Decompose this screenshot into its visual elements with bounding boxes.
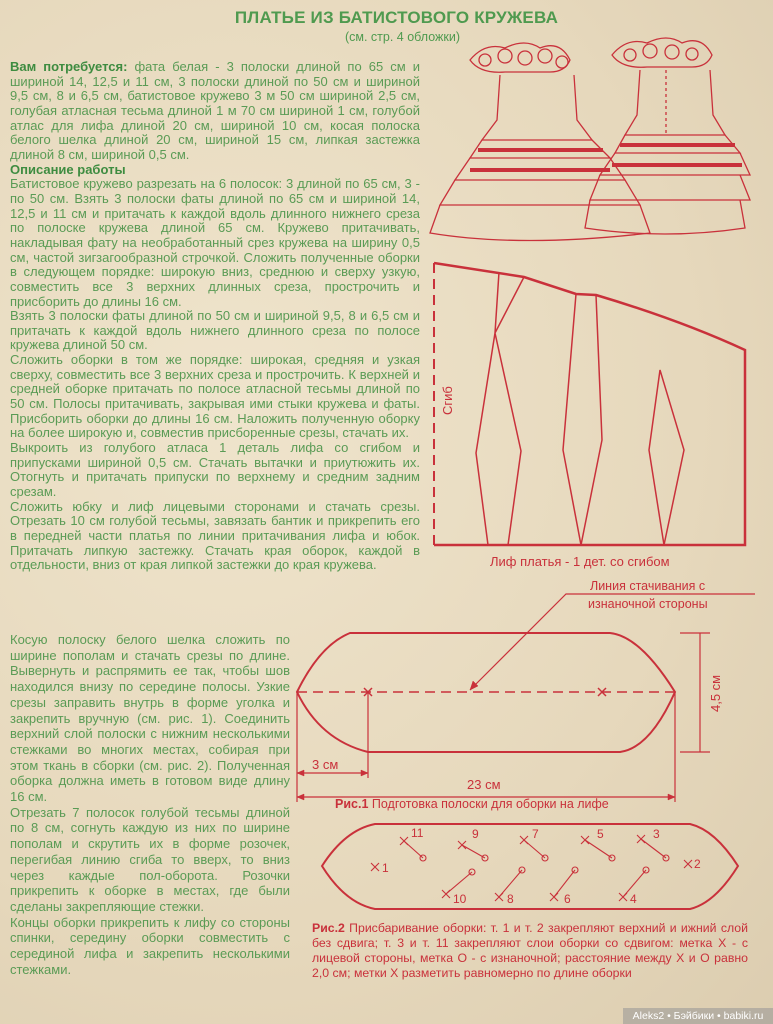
stitch-mark-11 bbox=[400, 837, 426, 861]
height-label: 4,5 см bbox=[708, 674, 723, 712]
point-label: 11 bbox=[411, 826, 424, 840]
page-subtitle: (см. стр. 4 обложки) bbox=[344, 30, 460, 44]
caption-text: Присбаривание оборки: т. 1 и т. 2 закрепляют верхний и ижний слой без сдвига; т. 3 и т. 11 закрепляют слои оборки со сдвигом: метка Х - с лицевой стороны, метка О - с изнаночной; расстояние между Х и О равно 2,0 см; метки Х разметить равномерно по длине оборки bbox=[312, 921, 748, 980]
figure-2-point-labels bbox=[382, 826, 701, 906]
dart-3 bbox=[649, 370, 684, 545]
bodice-caption: Лиф платья - 1 дет. со сгибом bbox=[490, 554, 670, 569]
point-label: 6 bbox=[564, 892, 571, 906]
seam-label-line1: Линия стачивания с bbox=[590, 579, 706, 593]
paragraph: Взять 3 полоски фаты длиной по 50 см и шириной 9,5, 8 и 6,5 см и притачать к каждой вдоль нижнего длинного среза по полосе кружева длиной 50 см. bbox=[10, 308, 420, 353]
description-heading: Описание работы bbox=[10, 161, 126, 177]
watermark: Aleks2 • Бэйбики • babiki.ru bbox=[623, 1008, 773, 1024]
seam-label-line2: изнаночной стороны bbox=[588, 597, 708, 611]
corner-label: 3 см bbox=[312, 757, 339, 772]
paragraph: Отрезать 7 полосок голубой тесьмы длиной по 8 см, согнуть каждую из них по ширине пополам и скрутить их в форме розочек, перегибая линию сгиба то вверх, то вниз через каждые пол-оборота. Розочки прикрепить к оборке в местах, где были сделаны закрепляющие стежки. bbox=[10, 804, 290, 914]
figure-1-strip bbox=[297, 594, 755, 802]
fold-label: Сгиб bbox=[440, 386, 455, 415]
figure-2-caption bbox=[312, 921, 748, 981]
paragraph: Сложить юбку и лиф лицевыми сторонами и стачать срезы. Отрезать 10 см голубой тесьмы, завязать бантик и прикрепить его в передней части платья по линии притачивания лифа и юбок. Притачать липкую застежку. Стачать края оборок, каждой в отдельности, вниз от края липкой застежки до края кружева. bbox=[10, 498, 420, 573]
dart-2 bbox=[563, 294, 602, 545]
point-label: 1 bbox=[382, 861, 389, 875]
point-label: 4 bbox=[630, 892, 637, 906]
caption-text: Подготовка полоски для оборки на лифе bbox=[368, 797, 609, 811]
figure-1-caption bbox=[335, 797, 609, 811]
point-label: 8 bbox=[507, 892, 514, 906]
shift-line bbox=[641, 839, 666, 858]
shift-line bbox=[524, 840, 545, 858]
point-label: 9 bbox=[472, 827, 479, 841]
stitch-mark-1 bbox=[371, 863, 379, 871]
stitch-mark-2 bbox=[684, 860, 692, 868]
point-label: 10 bbox=[453, 892, 467, 906]
paragraph: Косую полоску белого шелка сложить по ширине пополам и стачать срезы по длине. Вывернуть и распрямить ее так, чтобы шов находился внизу по середине полосы. Узкие срезы заправить внутрь в форме уголка и закрепить вручную (см. рис. 1). Соединить верхний слой полоски с нижним несколькими стежками во многих местах, собирая при этом ткань в сборки (см. рис. 2). Полученная оборка должна иметь в готовом виде длину 16 см. bbox=[10, 632, 290, 805]
paragraph: Концы оборки прикрепить к лифу со стороны спинки, середину оборки совместить с серединой лифа и закрепить несколькими стежками. bbox=[10, 914, 290, 977]
stitch-mark-9 bbox=[458, 841, 488, 861]
dress-front-illustration bbox=[430, 43, 650, 241]
paragraph: Сложить оборки в том же порядке: широкая, средняя и узкая сверху, совместить все 3 верхних среза и прострочить. К верхней и средней оборке притачать по полосе атласной тесьмы длиной по 50 см. Полосы притачивать, закрывая ими стыки кружева и фаты. Присборить оборки до длины 16 см. Наложить полученную оборку на более широкую и, совместив присборенные срезы, стачать их. bbox=[10, 352, 420, 441]
shift-line bbox=[404, 841, 423, 858]
dart-1 bbox=[476, 272, 524, 545]
title-text: ПЛАТЬЕ ИЗ БАТИСТОВОГО КРУЖЕВА bbox=[234, 8, 559, 27]
shift-line bbox=[585, 840, 612, 858]
bodice-pattern bbox=[434, 263, 745, 545]
caption-number: Рис.2 bbox=[312, 921, 345, 935]
materials-heading: Вам потребуется: bbox=[10, 59, 128, 74]
figure-2-stitch-marks bbox=[371, 835, 692, 901]
point-label: 5 bbox=[597, 827, 604, 841]
length-label: 23 см bbox=[467, 777, 501, 792]
x-mark bbox=[684, 860, 692, 868]
shift-line bbox=[462, 845, 485, 858]
shift-line bbox=[446, 872, 472, 894]
point-label: 2 bbox=[694, 857, 701, 871]
caption-number: Рис.1 bbox=[335, 797, 369, 811]
point-label: 3 bbox=[653, 827, 660, 841]
point-label: 7 bbox=[532, 827, 539, 841]
paragraph: Выкроить из голубого атласа 1 деталь лифа со сгибом и припусками шириной 0,5 см. Стачать вытачки и приутюжить их. Отогнуть и притачать припуски по верхнему и средним задним срезам. bbox=[10, 440, 420, 500]
x-mark bbox=[371, 863, 379, 871]
paragraph: Батистовое кружево разрезать на 6 полосок: 3 длиной по 65 см, 3 - по 50 см. Взять 3 полоски фаты длиной по 65 см и шириной 14, 12,5 и 11 см и притачать к каждой вдоль длинного нижнего среза по полоске кружева длиной 65 см. Кружево притачивать, накладывая фату на необработанный срез кружева на ширину 0,5 см, частой зигзагообразной строчкой. Сложить полученные оборки в следующем порядке: широкую вниз, среднюю и сверху узкую, совместить все 3 верхних длинных среза, прострочить и присборить до длины 16 см. bbox=[10, 176, 420, 309]
materials-text: фата белая - 3 полоски длиной по 65 см и шириной 14, 12,5 и 11 см, 3 полоски длиной по 50 см и шириной 9,5 см, 8 и 6,5 см, батистовое кружево 3 м 50 см шириной 2,5 см, голубая атласная тесьма длиной 1 м 70 см шириной 1 см, голубой атлас для лифа длиной 20 см, шириной 10 см, косая полоска белого шелка длиной 20 см, шириной 15 см, липкая застежка длиной 8 см, шириной 0,5 см. bbox=[10, 59, 420, 162]
